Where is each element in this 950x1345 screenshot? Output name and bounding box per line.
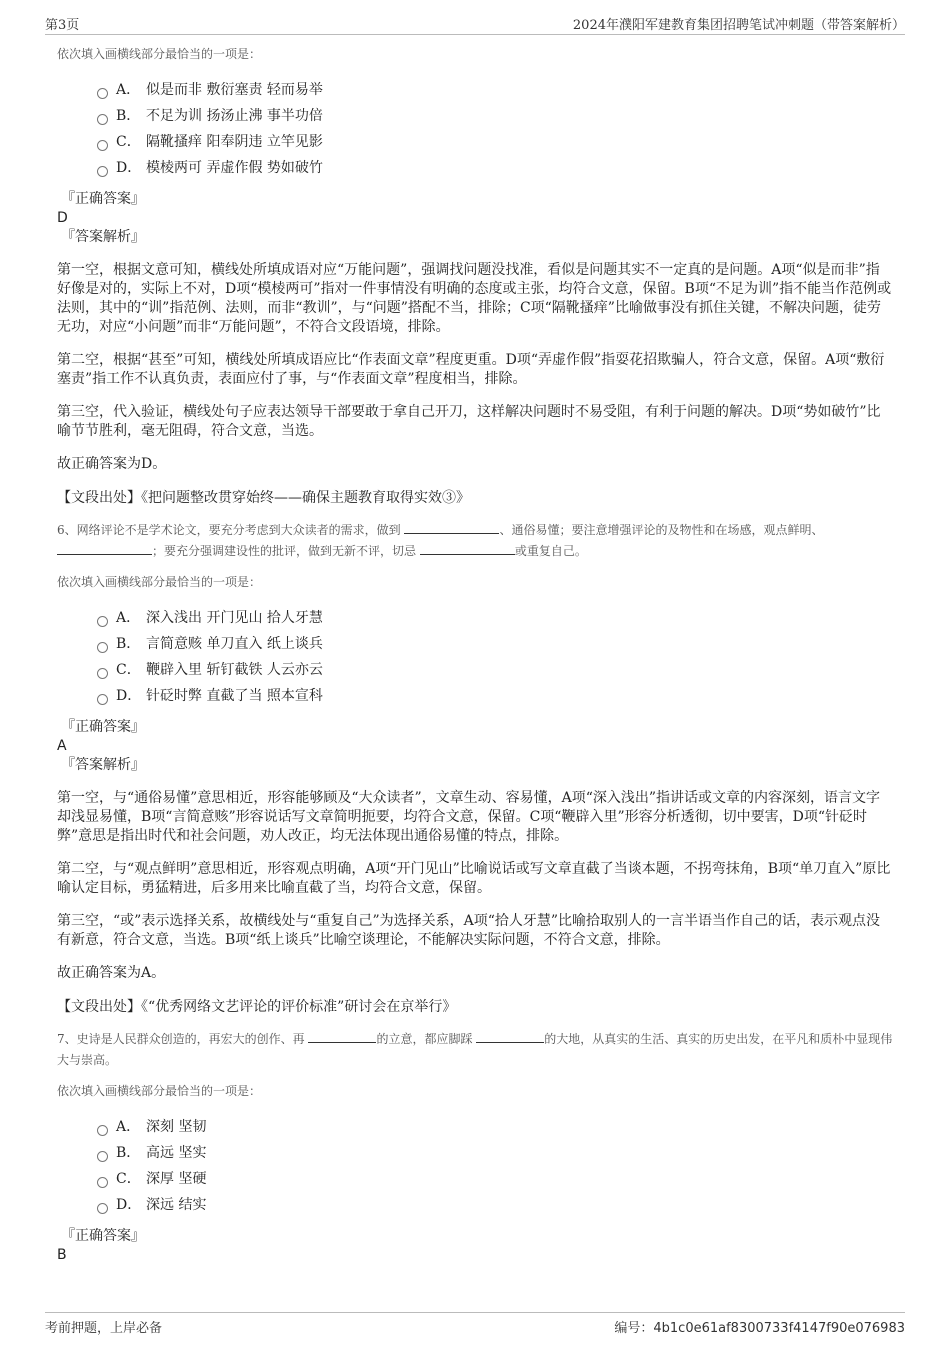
q7-option-c[interactable]: C． 深厚 坚硬 [97, 1166, 893, 1192]
q5-answer-label: 『正确答案』 [61, 191, 145, 207]
q7-answer: B [57, 1247, 67, 1263]
q5-analysis-3: 第三空，代入验证，横线处句子应表达领导干部要敢于拿自己开刀，这样解决问题时不易受阻，有利于问题的解决。D项“势如破竹”比喻节节胜利，毫无阻碍，符合文意，当选。 [57, 404, 881, 439]
blank-line [476, 1030, 544, 1043]
q7-options [97, 1114, 893, 1218]
q7-stem: 7、史诗是人民群众创造的，再宏大的创作、再 的立意，都应脚踩 的大地，从真实的生活、真实的历史出发，在平凡和质朴中显现伟大与崇高。 [57, 1032, 893, 1067]
q5-analysis-4: 故正确答案为D。 [57, 456, 167, 472]
q6-answer: A [57, 738, 67, 754]
blank-line [308, 1030, 376, 1043]
radio-icon[interactable] [97, 1151, 108, 1162]
q5-option-a[interactable]: A． 似是而非 敷衍塞责 轻而易举 [97, 77, 893, 103]
q5-analysis-2: 第二空，根据“甚至”可知，横线处所填成语应比“作表面文章”程度更重。D项“弄虚作假”指耍花招欺骗人，符合文意，保留。A项“敷衍塞责”指工作不认真负责，表面应付了事，与“作表面文章”程度相当，排除。 [57, 352, 885, 387]
radio-icon[interactable] [97, 642, 108, 653]
page-number: 第3页 [45, 18, 80, 33]
radio-icon[interactable] [97, 694, 108, 705]
radio-icon[interactable] [97, 616, 108, 627]
q7-option-a[interactable]: A． 深刻 坚韧 [97, 1114, 893, 1140]
q6-analysis-3: 第三空，“或”表示选择关系，故横线处与“重复自己”为选择关系，A项“拾人牙慧”比喻拾取别人的一言半语当作自己的话，表示观点没有新意，符合文意，当选。B项“纸上谈兵”比喻空谈理论，不能解决实际问题，不符合文意，排除。 [57, 913, 881, 948]
page-header [45, 10, 905, 35]
radio-icon[interactable] [97, 140, 108, 151]
q5-option-c[interactable]: C． 隔靴搔痒 阳奉阴违 立竿见影 [97, 129, 893, 155]
q6-options [97, 605, 893, 709]
document-title: 2024年濮阳军建教育集团招聘笔试冲刺题（带答案解析） [572, 18, 905, 33]
q5-source: 【文段出处】《把问题整改贯穿始终——确保主题教育取得实效③》 [57, 490, 470, 506]
q6-stem: 6、网络评论不是学术论文，要充分考虑到大众读者的需求，做到 、通俗易懂；要注意增强评论的及物性和在场感，观点鲜明、 ；要充分强调建设性的批评，做到无新不评，切忌 或重复自己。 [57, 523, 824, 558]
blank-line [57, 542, 152, 555]
radio-icon[interactable] [97, 88, 108, 99]
radio-icon[interactable] [97, 114, 108, 125]
document-code: 编号：4b1c0e61af8300733f4147f90e076983 [614, 1321, 905, 1336]
radio-icon[interactable] [97, 1203, 108, 1214]
q7-option-b[interactable]: B． 高远 坚实 [97, 1140, 893, 1166]
radio-icon[interactable] [97, 1177, 108, 1188]
q6-analysis-label: 『答案解析』 [61, 757, 145, 773]
q5-option-b[interactable]: B． 不足为训 扬汤止沸 事半功倍 [97, 103, 893, 129]
q6-analysis-1: 第一空，与“通俗易懂”意思相近，形容能够顾及“大众读者”，文章生动、容易懂，A项“深入浅出”指讲话或文章的内容深刻，语言文字却浅显易懂，B项“言简意赅”形容说话写文章简明扼要，均符合文意，保留。C项“鞭辟入里”形容分析透彻，切中要害，D项“针砭时弊”意思是指出时代和社会问题，劝人改正，均无法体现出通俗易懂的特点，排除。 [57, 790, 881, 844]
q7-answer-label: 『正确答案』 [61, 1228, 145, 1244]
q6-analysis-2: 第二空，与“观点鲜明”意思相近，形容观点明确，A项“开门见山”比喻说话或写文章直截了当谈本题，不拐弯抹角，B项“单刀直入”原比喻认定目标，勇猛精进，后多用来比喻直截了当，均符合文意，保留。 [57, 861, 891, 896]
q5-options [97, 77, 893, 181]
blank-line [420, 542, 515, 555]
q7-prompt: 依次填入画横线部分最恰当的一项是： [57, 1084, 262, 1098]
radio-icon[interactable] [97, 166, 108, 177]
footer-slogan: 考前押题，上岸必备 [45, 1321, 163, 1336]
q5-analysis-label: 『答案解析』 [61, 229, 145, 245]
q6-analysis-4: 故正确答案为A。 [57, 965, 166, 981]
q6-answer-label: 『正确答案』 [61, 719, 145, 735]
q6-prompt: 依次填入画横线部分最恰当的一项是： [57, 575, 262, 589]
q5-answer: D [57, 210, 68, 226]
main-content [57, 44, 893, 1264]
q6-option-d[interactable]: D． 针砭时弊 直截了当 照本宣科 [97, 683, 893, 709]
radio-icon[interactable] [97, 1125, 108, 1136]
q5-analysis-1: 第一空，根据文意可知，横线处所填成语对应“万能问题”，强调找问题没找准，看似是问题其实不一定真的是问题。A项“似是而非”指好像是对的，实际上不对，D项“模棱两可”指对一件事情没有明确的态度或主张，均符合文意，保留。B项“不足为训”指不能当作范例或法则，其中的“训”指范例、法则，而非“教训”，与“问题”搭配不当，排除；C项“隔靴搔痒”比喻做事没有抓住关键，不解决问题，徒劳无功，对应“小问题”而非“万能问题”，不符合文段语境，排除。 [57, 262, 892, 335]
radio-icon[interactable] [97, 668, 108, 679]
page-footer [45, 1312, 905, 1336]
q5-option-d[interactable]: D． 模棱两可 弄虚作假 势如破竹 [97, 155, 893, 181]
q5-prompt: 依次填入画横线部分最恰当的一项是： [57, 47, 262, 61]
q6-option-a[interactable]: A． 深入浅出 开门见山 拾人牙慧 [97, 605, 893, 631]
q7-option-d[interactable]: D． 深远 结实 [97, 1192, 893, 1218]
blank-line [404, 521, 499, 534]
q6-option-b[interactable]: B． 言简意赅 单刀直入 纸上谈兵 [97, 631, 893, 657]
q6-source: 【文段出处】《“优秀网络文艺评论的评价标准”研讨会在京举行》 [57, 999, 457, 1015]
q6-option-c[interactable]: C． 鞭辟入里 斩钉截铁 人云亦云 [97, 657, 893, 683]
